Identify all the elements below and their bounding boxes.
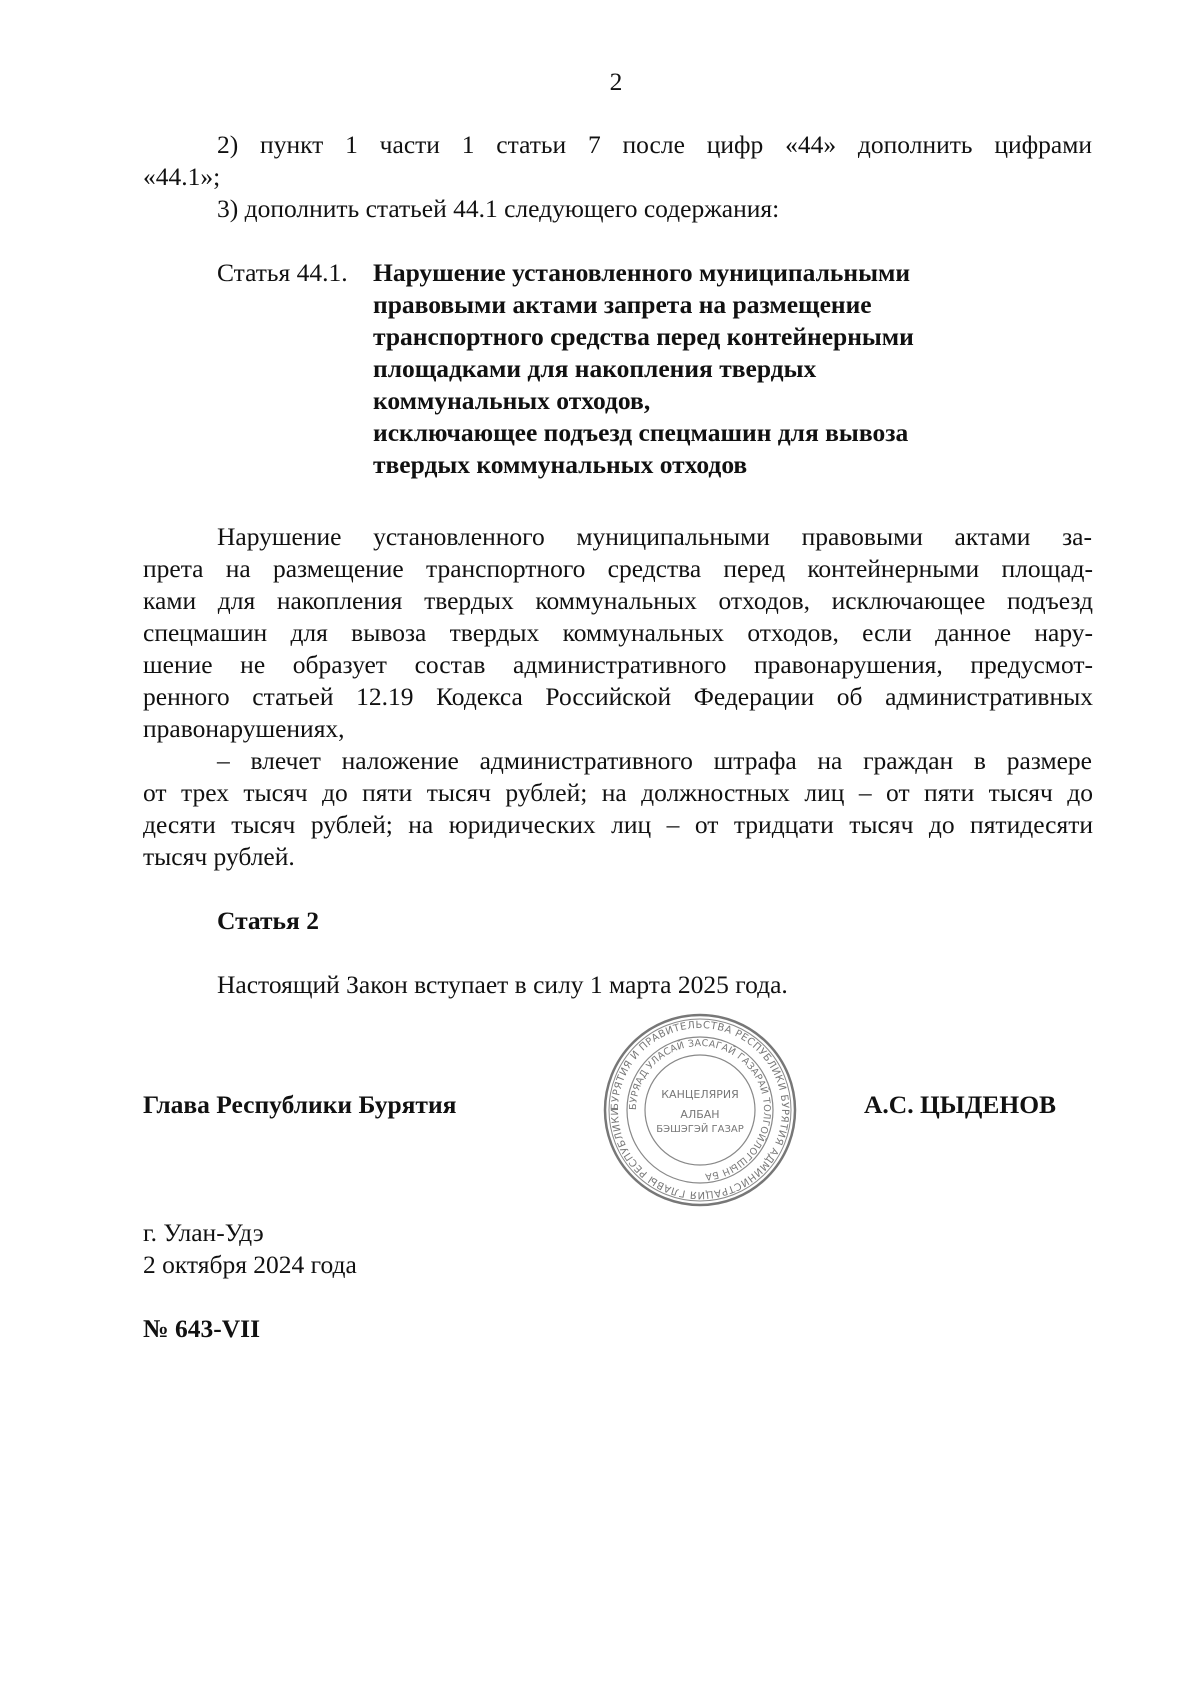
amendment-item-2-line-2: «44.1»; [143,162,221,191]
stamp-inner-text: БУРЯАД УЛАСАЙ ЗАСАГАЙ ГАЗАРАЙ ТОЛГОЙЛОГШЫН БА [627,1037,773,1182]
stamp-outer-text: БУРЯТИЯ И ПРАВИТЕЛЬСТВА РЕСПУБЛИКИ БУРЯТИЯ АДМИНИСТРАЦИЯ ГЛАВЫ РЕСПУБЛИКИ [609,1019,791,1201]
amendment-item-2-line-1: 2) пункт 1 части 1 статьи 7 после цифр «44» дополнить цифрами [217,130,1092,159]
penalty-line: – влечет наложение административного штрафа на граждан в размере [217,746,1092,775]
article-title-line: исключающее подъезд спецмашин для вывоза [373,418,909,447]
article-body-line: правонарушениях, [143,714,345,743]
signatory-name: А.С. ЦЫДЕНОВ [864,1090,1057,1119]
article-44-1-label: Статья 44.1. [217,258,348,287]
article-body-line: Нарушение установленного муниципальными правовыми актами за- [217,522,1092,551]
amendment-item-3: 3) дополнить статьей 44.1 следующего содержания: [217,194,780,223]
signatory-position: Глава Республики Бурятия [143,1090,457,1119]
signing-date: 2 октября 2024 года [143,1250,357,1279]
stamp-center-line-3: БЭШЭГЭЙ ГАЗАР [656,1124,744,1135]
stamp-center-line-1: КАНЦЕЛЯРИЯ [661,1088,739,1101]
article-body-line: спецмашин для вывоза твердых коммунальных отходов, если данное нару- [143,618,1093,647]
article-2-text: Настоящий Закон вступает в силу 1 марта 2025 года. [217,970,788,999]
article-title-line: площадками для накопления твердых [373,354,817,383]
article-body-line: ренного статьей 12.19 Кодекса Российской Федерации об административных [143,682,1093,711]
penalty-line: тысяч рублей. [143,842,295,871]
page-number: 2 [609,67,623,96]
official-seal-stamp [600,1010,800,1210]
article-title-line: коммунальных отходов, [373,386,651,415]
article-title-line: Нарушение установленного муниципальными [373,258,911,287]
article-title-line: правовыми актами запрета на размещение [373,290,872,319]
penalty-line: от трех тысяч до пяти тысяч рублей; на должностных лиц – от пяти тысяч до [143,778,1093,807]
article-44-1-title [373,257,914,481]
law-number: № 643-VII [143,1314,261,1343]
article-body-line: прета на размещение транспортного средства перед контейнерными площад- [143,554,1093,583]
place-of-signing: г. Улан-Удэ [143,1218,264,1247]
article-2-heading: Статья 2 [217,906,319,935]
article-body-line: шение не образует состав административного правонарушения, предусмот- [143,650,1093,679]
penalty-line: десяти тысяч рублей; на юридических лиц – от тридцати тысяч до пятидесяти [143,810,1093,839]
article-body-line: ками для накопления твердых коммунальных отходов, исключающее подъезд [143,586,1093,615]
stamp-center-line-2: АЛБАН [680,1108,720,1121]
article-title-line: транспортного средства перед контейнерными [373,322,914,351]
article-title-line: твердых коммунальных отходов [373,450,748,479]
